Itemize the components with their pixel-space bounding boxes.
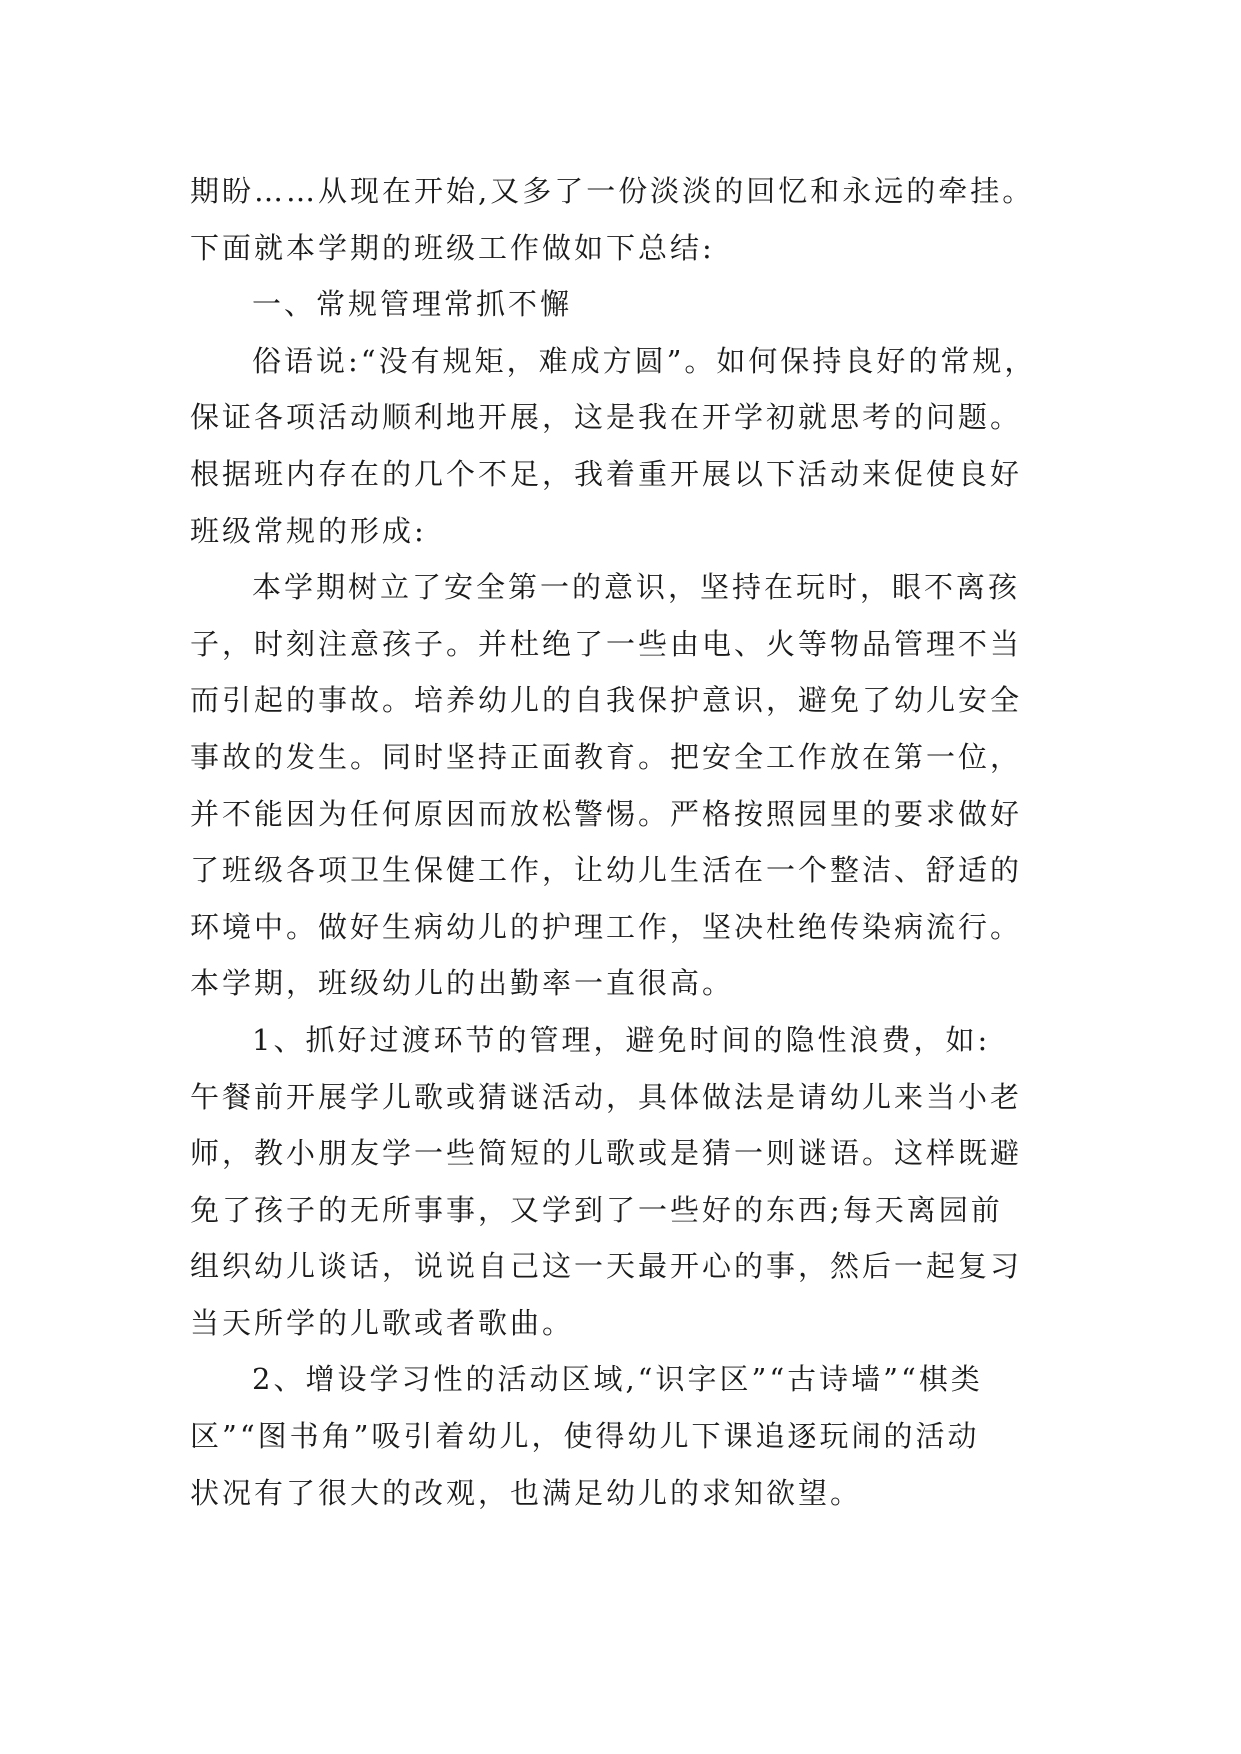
text-line: 免了孩子的无所事事，又学到了一些好的东西;每天离园前: [190, 1192, 1003, 1227]
document-body: [190, 163, 1090, 1521]
text-line: 组织幼儿谈话，说说自己这一天最开心的事，然后一起复习: [190, 1249, 1023, 1284]
text-line: 2、增设学习性的活动区域,“识字区”“古诗墙”“棋类: [252, 1362, 983, 1397]
text-line: 保证各项活动顺利地开展，这是我在开学初就思考的问题。: [190, 400, 1023, 435]
text-line: 而引起的事故。培养幼儿的自我保护意识，避免了幼儿安全: [190, 683, 1023, 718]
text-line: 期盼……从现在开始,又多了一份淡淡的回忆和永远的牵挂。: [190, 174, 1035, 208]
section-heading: 一、常规管理常抓不懈: [252, 287, 573, 322]
text-line: 本学期树立了安全第一的意识，坚持在玩时，眼不离孩: [252, 570, 1021, 605]
text-line: 当天所学的儿歌或者歌曲。: [190, 1305, 575, 1340]
text-line: 子，时刻注意孩子。并杜绝了一些由电、火等物品管理不当: [190, 626, 1023, 661]
text-line: 区”“图书角”吸引着幼儿，使得幼儿下课追逐玩闹的活动: [190, 1419, 980, 1454]
text-line: 环境中。做好生病幼儿的护理工作，坚决杜绝传染病流行。: [190, 909, 1023, 944]
text-line: 本学期，班级幼儿的出勤率一直很高。: [190, 966, 735, 1001]
text-line: 并不能因为任何原因而放松警惕。严格按照园里的要求做好: [190, 796, 1023, 831]
text-line: 俗语说:“没有规矩，难成方圆”。如何保持良好的常规，: [252, 343, 1037, 378]
text-line: 1、抓好过渡环节的管理，避免时间的隐性浪费，如:: [252, 1022, 991, 1057]
text-line: 师，教小朋友学一些简短的儿歌或是猜一则谜语。这样既避: [190, 1136, 1023, 1171]
text-line: 下面就本学期的班级工作做如下总结:: [190, 230, 715, 265]
text-line: 班级常规的形成:: [190, 513, 427, 548]
text-line: 状况有了很大的改观，也满足幼儿的求知欲望。: [190, 1475, 863, 1510]
text-line: 了班级各项卫生保健工作，让幼儿生活在一个整洁、舒适的: [190, 853, 1023, 888]
text-line: 事故的发生。同时坚持正面教育。把安全工作放在第一位，: [190, 739, 1023, 774]
text-line: 根据班内存在的几个不足，我着重开展以下活动来促使良好: [190, 456, 1023, 491]
text-line: 午餐前开展学儿歌或猜谜活动，具体做法是请幼儿来当小老: [190, 1079, 1023, 1114]
